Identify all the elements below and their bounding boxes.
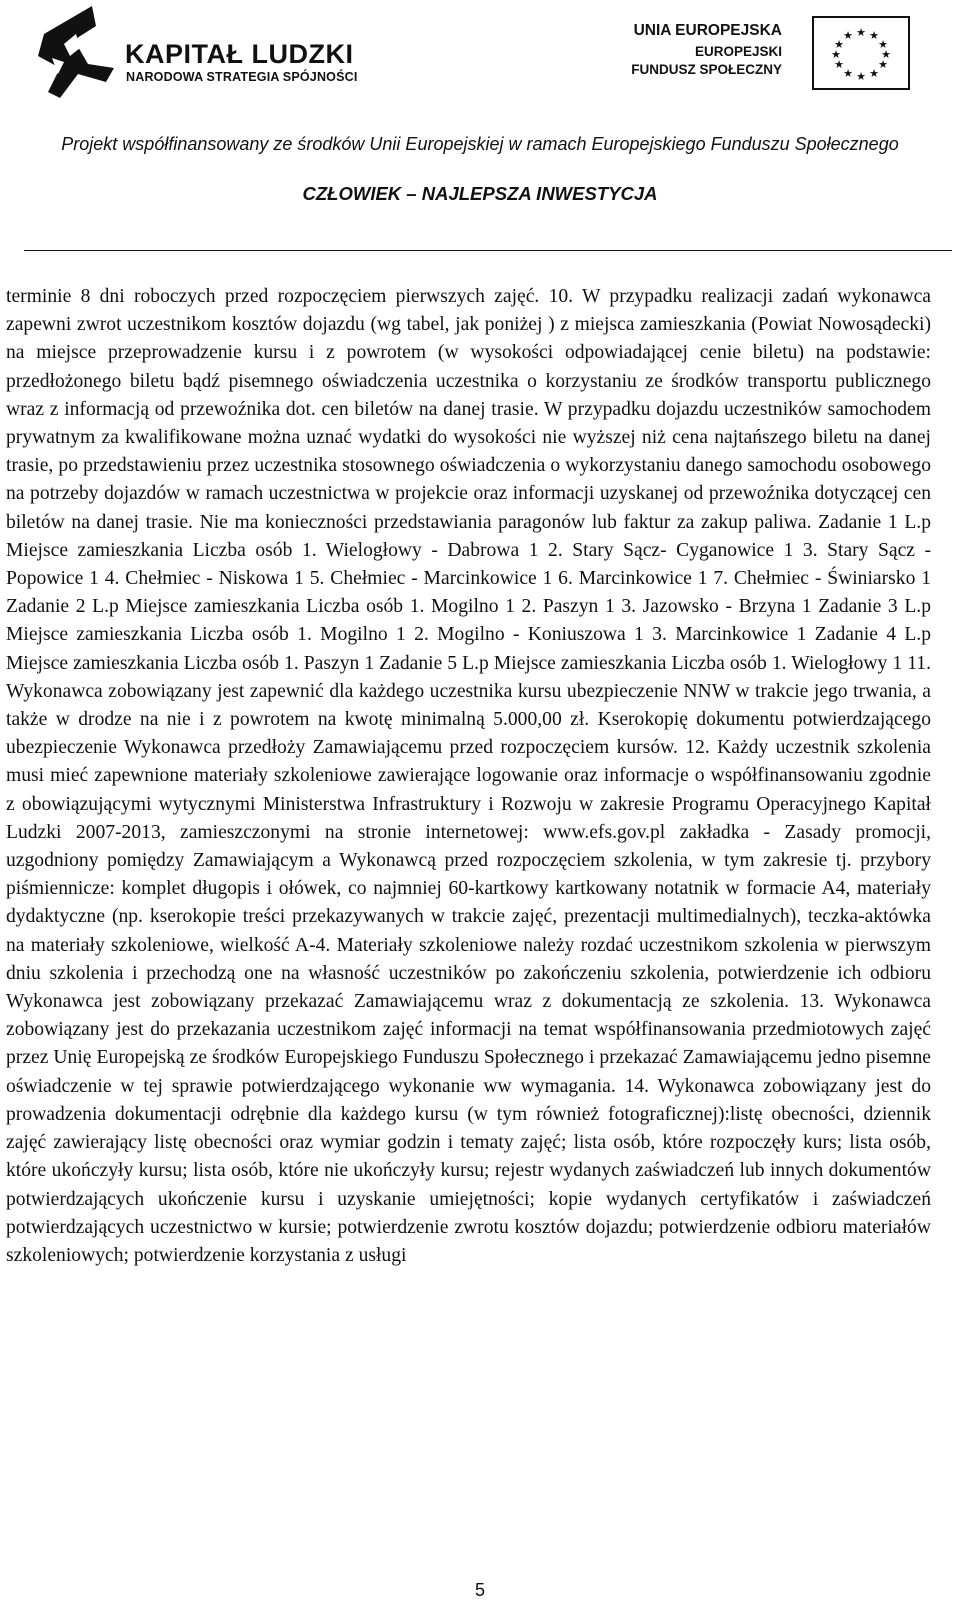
eu-logo-line1: UNIA EUROPEJSKA [633,22,782,39]
logo-title: KAPITAŁ LUDZKI [125,39,354,69]
svg-text:★: ★ [878,58,888,71]
svg-text:★: ★ [834,38,844,51]
svg-text:★: ★ [831,48,841,61]
eu-logo-line3: FUNDUSZ SPOŁECZNY [631,62,782,77]
page-number: 5 [474,1580,485,1600]
body-paragraph [6,283,931,1270]
svg-text:★: ★ [869,29,879,42]
eu-logo [630,16,910,94]
svg-text:★: ★ [834,58,844,71]
motto: CZŁOWIEK – NAJLEPSZA INWESTYCJA [302,183,658,204]
svg-text:★: ★ [843,67,853,80]
eu-logo-line2: EUROPEJSKI [694,44,782,59]
project-cofinancing-line: Projekt współfinansowany ze środków Unii Europejskiej w ramach Europejskiego Funduszu Społecznego [61,134,899,154]
svg-text:★: ★ [878,38,888,51]
kapital-ludzki-emblem-icon [30,4,122,102]
svg-text:★: ★ [856,26,866,39]
svg-text:★: ★ [869,67,879,80]
header-divider [24,250,952,251]
logo-subtitle: NARODOWA STRATEGIA SPÓJNOŚCI [126,70,358,84]
eu-flag-icon [812,16,910,90]
svg-text:★: ★ [856,70,866,83]
kapital-ludzki-logo [30,4,358,102]
body-text: terminie 8 dni roboczych przed rozpoczęciem pierwszych zajęć. 10. W przypadku realizacji zadań wykonawca zapewni zwrot uczestnikom kosztów dojazdu (wg tabel, jak poniżej ) z miejsca zamieszkania (Powiat Nowosądecki) na miejsce przeprowadzenie kursu i z powrotem (w wysokości odpowiadającej cenie biletu) na podstawie: przedłożonego biletu bądź pisemnego oświadczenia uczestnika o korzystaniu ze środków transportu publicznego wraz z informacją od przewoźnika dot. cen biletów na danej trasie. W przypadku dojazdu uczestników samochodem prywatnym za kwalifikowane można uznać wydatki do wysokości nie wyższej niż cena najtańszego biletu na danej trasie, po przedstawieniu przez uczestnika stosownego oświadczenia o wykorzystaniu danego samochodu osobowego na potrzeby dojazdów w ramach uczestnictwa w projekcie oraz informacji uzyskanej od przewoźnika dotyczącej cen biletów na danej trasie. Nie ma konieczności przedstawiania paragonów lub faktur za zakup paliwa. Zadanie 1 L.p Miejsce zamieszkania Liczba osób 1. Wielogłowy - Dabrowa 1 2. Stary Sącz- Cyganowice 1 3. Stary Sącz - Popowice 1 4. Chełmiec - Niskowa 1 5. Chełmiec - Marcinkowice 1 6. Marcinkowice 1 7. Chełmiec - Świniarsko 1 Zadanie 2 L.p Miejsce zamieszkania Liczba osób 1. Mogilno 1 2. Paszyn 1 3. Jazowsko - Brzyna 1 Zadanie 3 L.p Miejsce zamieszkania Liczba osób 1. Mogilno 1 2. Mogilno - Koniuszowa 1 3. Marcinkowice 1 Zadanie 4 L.p Miejsce zamieszkania Liczba osób 1. Paszyn 1 Zadanie 5 L.p Miejsce zamieszkania Liczba osób 1. Wielogłowy 1 11. Wykonawca zobowiązany jest zapewnić dla każdego uczestnika kursu ubezpieczenie NNW w trakcie jego trwania, a także w drodze na nie i z powrotem na kwotę minimalną 5.000,00 zł. Kserokopię dokumentu potwierdzającego ubezpieczenie Wykonawca przedłoży Zamawiającemu przed rozpoczęciem kursów. 12. Każdy uczestnik szkolenia musi mieć zapewnione materiały szkoleniowe zawierające logowanie oraz informacje o współfinansowaniu zgodnie z obowiązującymi wytycznymi Ministerstwa Infrastruktury i Rozwoju w zakresie Programu Operacyjnego Kapitał Ludzki 2007-2013, zamieszczonymi na stronie internetowej: www.efs.gov.pl zakładka - Zasady promocji, uzgodniony pomiędzy Zamawiającym a Wykonawcą przed rozpoczęciem szkolenia, w tym zakresie tj. przybory piśmiennicze: komplet długopis i ołówek, co najmniej 60-kartkowy kartkowany notatnik w formacie A4, materiały dydaktyczne (np. kserokopie treści przekazywanych w trakcie zajęć, prezentacji multimedialnych), teczka-aktówka na materiały szkoleniowe, wielkość A-4. Materiały szkoleniowe należy rozdać uczestnikom szkolenia w pierwszym dniu szkolenia i przechodzą one na własność uczestników po zakończeniu szkolenia, potwierdzenie ich odbioru Wykonawca jest zobowiązany przekazać Zamawiającemu wraz z dokumentacją ze szkolenia. 13. Wykonawca zobowiązany jest do przekazania uczestnikom zajęć informacji na temat współfinansowania przedmiotowych zajęć przez Unię Europejską ze środków Europejskiego Funduszu Społecznego i przekazać Zamawiającemu jedno pisemne oświadczenie w tej sprawie potwierdzającego wykonanie ww wymagania. 14. Wykonawca zobowiązany jest do prowadzenia dokumentacji odrębnie dla każdego kursu (w tym również fotograficznej):listę obecności, dziennik zajęć zawierający listę obecności oraz wymiar godzin i tematy zajęć; lista osób, które rozpoczęły kurs; lista osób, które ukończyły kursu; lista osób, które nie ukończyły kursu; rejestr wydanych zaświadczeń lub innych dokumentów potwierdzających ukończenie kursu i uzyskanie umiejętności; kopie wydanych certyfikatów i zaświadczeń potwierdzających uczestnictwo w kursie; potwierdzenie zwrotu kosztów dojazdu; potwierdzenie odbioru materiałów szkoleniowych; potwierdzenie korzystania z usługi [6,286,931,1266]
svg-text:★: ★ [843,29,853,42]
svg-text:★: ★ [881,48,891,61]
